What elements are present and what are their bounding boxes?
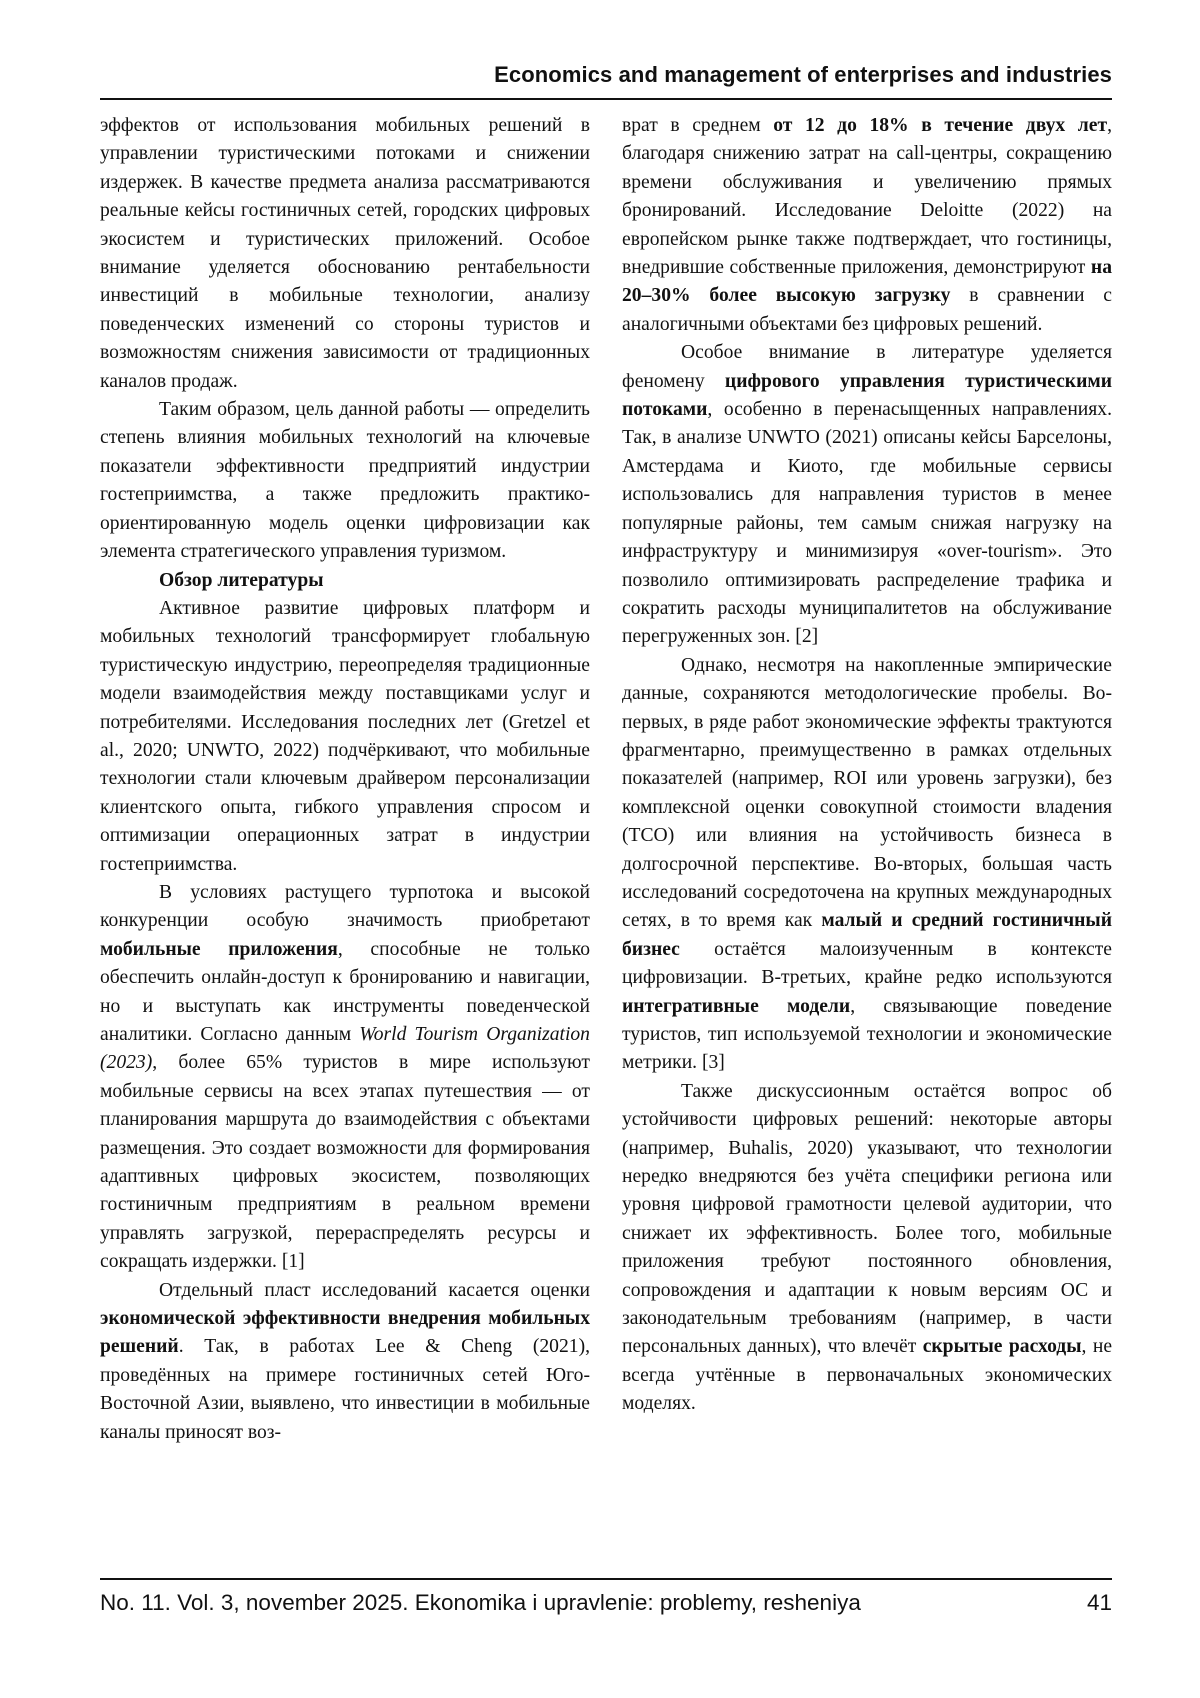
text-run: , более 65% туристов в мире используют мобильные сервисы на всех этапах путешествия — от планирования маршрута до взаимодействия с объектами размещения. Это создает возможности для формирования адаптивных цифровых экосистем, позволяющих гостиничным предприятиям в реальном времени управлять загрузкой, перераспределять ресурсы и сокращать издержки. [1] (100, 1052, 590, 1273)
text-run: , способные не только обеспечить онлайн-доступ к бронированию и навигации, но и выступать как инструменты поведенческой аналитики. Согласно данным (100, 938, 590, 1045)
text-run: , особенно в перенасыщенных направлениях. Так, в анализе UNWTO (2021) описаны кейсы Барселоны, Амстердама и Киото, где мобильные сервисы использовались для направления туристов в менее популярные районы, тем самым снижая нагрузку на инфраструктуру и минимизируя «over-tourism». Это позволило оптимизировать распределение трафика и сократить расходы муниципалитетов на обслуживание перегруженных зон. [2] (622, 399, 1112, 648)
italic-citation: World Tourism Organization (2023) (100, 1024, 590, 1074)
paragraph: эффектов от использования мобильных решений в управлении туристическими потоками и снижении издержек. В качестве предмета анализа рассматриваются реальные кейсы гостиничных сетей, городских цифровых экосистем и туристических приложений. Особое внимание уделяется обоснованию рентабельности инвестиций в мобильные технологии, анализу поведенческих изменений со стороны туристов и возможностям снижения зависимости от традиционных каналов продаж. (100, 115, 590, 392)
text-run: , не всегда учтённые в первоначальных экономических моделях. (622, 1336, 1113, 1415)
paragraph: Активное развитие цифровых платформ и мобильных технологий трансформирует глобальную туристическую индустрию, переопределяя традиционные модели взаимодействия между поставщиками услуг и потребителями. Исследования последних лет (Gretzel et al., 2020; UNWTO, 2022) подчёркивают, что мобильные технологии стали ключевым драйвером персонализации клиентского опыта, гибкого управления спросом и оптимизации операционных затрат в индустрии гостеприимства. (100, 597, 590, 875)
bold-term: цифрового управления туристическими потоками (622, 370, 1112, 421)
text-run: . Так, в работах Lee & Cheng (2021), проведённых на примере гостиничных сетей Юго-Восточной Азии, выявлено, что инвестиции в мобильные каналы приносят воз- (100, 1336, 590, 1443)
right-column (622, 112, 1112, 1419)
paragraph (100, 1277, 590, 1447)
text-run: , благодаря снижению затрат на call-центры, сокращению времени обслуживания и увеличению прямых бронирований. Исследование Deloitte (2022) на европейском рынке также подтверждает, что гостиницы, внедрившие собственные приложения, демонстрируют (622, 115, 1112, 279)
section-heading: Обзор литературы (159, 569, 324, 591)
text-run: Однако, несмотря на накопленные эмпирические данные, сохраняются методологические пробелы. Во-первых, в ряде работ экономические эффекты трактуются фрагментарно, преимущественно в рамках отдельных показателей (например, ROI или уровень загрузки), без комплексной оценки совокупной стоимости владения (TCO) или влияния на устойчивость бизнеса в долгосрочной перспективе. Во-вторых, большая часть исследований сосредоточена на крупных международных сетях, в то время как (622, 654, 1112, 932)
bold-term: скрытые расходы (922, 1336, 1082, 1358)
paragraph (100, 879, 590, 1277)
running-header: Economics and management of enterprises and industries (494, 62, 1112, 87)
running-footer (100, 1590, 1112, 1616)
left-column (100, 112, 590, 1447)
paragraph (622, 1078, 1112, 1419)
text-run: Отдельный пласт исследований касается оценки (159, 1279, 590, 1301)
bold-term: экономической эффективности внедрения мобильных решений (100, 1308, 590, 1358)
journal-citation: No. 11. Vol. 3, november 2025. Ekonomika i upravlenie: problemy, resheniya (100, 1590, 861, 1615)
text-run: врат в среднем (622, 115, 774, 136)
bold-term: интегративные модели (622, 995, 851, 1017)
text-run: В условиях растущего турпотока и высокой конкуренции особую значимость приобретают (100, 881, 590, 932)
paragraph: Таким образом, цель данной работы — определить степень влияния мобильных технологий на ключевые показатели эффективности предприятий индустрии гостеприимства, а также предложить практико-ориентированную модель оценки цифровизации как элемента стратегического управления туризмом. (100, 399, 590, 563)
bold-term: малый и средний гостиничный бизнес (622, 910, 1112, 960)
bold-term: на 20–30% более высокую загрузку (622, 257, 1112, 307)
paragraph (622, 339, 1112, 651)
header-rule (100, 98, 1112, 100)
text-run: в сравнении с аналогичными объектами без цифровых решений. (622, 285, 1112, 335)
bold-term: от 12 до 18% в течение двух лет (773, 115, 1108, 136)
text-run: Также дискуссионным остаётся вопрос об устойчивости цифровых решений: некоторые авторы (например, Buhalis, 2020) указывают, что технологии нередко внедряются без учёта специфики региона или уровня цифровой грамотности целевой аудитории, что снижает их эффективность. Более того, мобильные приложения требуют постоянного обновления, сопровождения и адаптации к новым версиям ОС и законодательным требованиям (например, в части персональных данных), что влечёт (622, 1080, 1112, 1358)
text-run: Особое внимание в литературе уделяется феномену (622, 342, 1112, 392)
page-number: 41 (1086, 1590, 1112, 1615)
text-run: остаётся малоизученным в контексте цифровизации. В-третьих, крайне редко используются (622, 938, 1112, 989)
bold-term: мобильные приложения (100, 938, 338, 960)
paragraph (622, 112, 1112, 339)
footer-rule (100, 1578, 1112, 1580)
text-run: , связывающие поведение туристов, тип используемой технологии и экономические метрики. [3] (622, 995, 1112, 1074)
paragraph (622, 652, 1112, 1078)
